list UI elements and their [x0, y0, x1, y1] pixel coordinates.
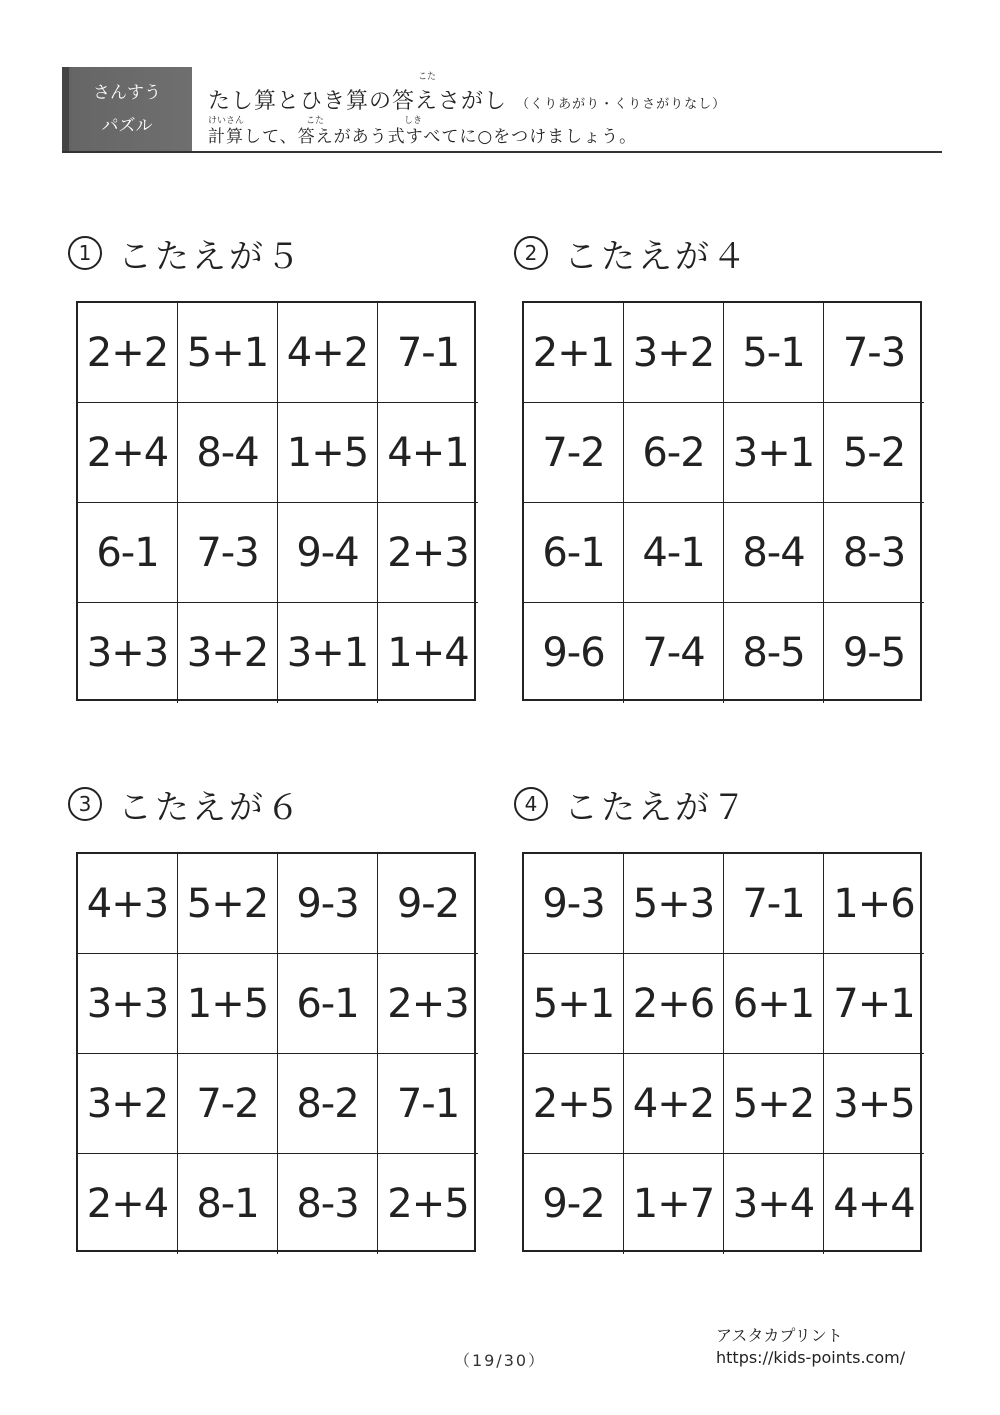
puzzle-3-grid: [76, 852, 476, 1252]
puzzle-cell[interactable]: 1+6: [824, 854, 924, 954]
puzzle-cell[interactable]: 8-2: [278, 1054, 378, 1154]
puzzle-cell[interactable]: 5+2: [178, 854, 278, 954]
puzzle-cell[interactable]: 2+3: [378, 954, 478, 1054]
puzzle-cell[interactable]: 8-3: [278, 1154, 378, 1254]
puzzle-3-label: こたえが６: [118, 787, 303, 828]
puzzle-4-label: こたえが７: [564, 787, 749, 828]
puzzle-1-grid: [76, 301, 476, 701]
puzzle-cell[interactable]: 4+3: [78, 854, 178, 954]
puzzle-cell[interactable]: 8-5: [724, 603, 824, 703]
puzzle-cell[interactable]: 5+3: [624, 854, 724, 954]
puzzle-cell[interactable]: 2+6: [624, 954, 724, 1054]
puzzle-cell[interactable]: 2+3: [378, 503, 478, 603]
badge-line-2: パズル: [101, 116, 153, 136]
site-url: https://kids-points.com/: [716, 1348, 906, 1367]
puzzle-cell[interactable]: 7-1: [378, 1054, 478, 1154]
puzzle-2-number: 2: [514, 236, 548, 270]
puzzle-cell[interactable]: 4+1: [378, 403, 478, 503]
category-badge: [62, 67, 192, 153]
title-ruby: こた: [418, 72, 437, 82]
page-number: （19/30）: [453, 1351, 547, 1370]
puzzle-cell[interactable]: 3+4: [724, 1154, 824, 1254]
puzzle-cell[interactable]: 6-1: [278, 954, 378, 1054]
puzzle-cell[interactable]: 2+1: [524, 303, 624, 403]
puzzle-cell[interactable]: 7-2: [178, 1054, 278, 1154]
puzzle-2-grid: [522, 301, 922, 701]
puzzle-cell[interactable]: 5-1: [724, 303, 824, 403]
puzzle-cell[interactable]: 3+2: [624, 303, 724, 403]
worksheet-subtitle: （くりあがり・くりさがりなし）: [516, 97, 727, 112]
footer-credit: [716, 1325, 905, 1369]
puzzle-1-number: 1: [68, 236, 102, 270]
puzzle-cell[interactable]: 2+5: [524, 1054, 624, 1154]
puzzle-3-title: [68, 782, 303, 826]
puzzle-cell[interactable]: 8-1: [178, 1154, 278, 1254]
badge-line-1: さんすう: [93, 83, 161, 103]
title-line: [208, 84, 726, 115]
puzzle-2-label: こたえが４: [564, 236, 749, 277]
puzzle-cell[interactable]: 9-3: [524, 854, 624, 954]
puzzle-cell[interactable]: 1+5: [178, 954, 278, 1054]
instruction-ruby-3: しき: [404, 116, 423, 126]
puzzle-cell[interactable]: 1+7: [624, 1154, 724, 1254]
header-divider: [62, 151, 942, 153]
puzzle-cell[interactable]: 3+2: [178, 603, 278, 703]
puzzle-cell[interactable]: 9-2: [524, 1154, 624, 1254]
puzzle-cell[interactable]: 4+4: [833, 1181, 915, 1227]
puzzle-cell[interactable]: 9-6: [524, 603, 624, 703]
puzzle-1-title: [68, 231, 303, 275]
puzzle-cell[interactable]: 5+1: [524, 954, 624, 1054]
puzzle-2-title: [514, 231, 749, 275]
site-name: アスタカプリント: [716, 1326, 843, 1345]
puzzle-cell[interactable]: 2+4: [78, 1154, 178, 1254]
puzzle-cell[interactable]: 6-1: [78, 503, 178, 603]
puzzle-cell[interactable]: 7-3: [824, 303, 924, 403]
puzzle-cell[interactable]: 4-1: [624, 503, 724, 603]
puzzle-cell[interactable]: 3+1: [724, 403, 824, 503]
puzzle-cell[interactable]: 5+1: [178, 303, 278, 403]
puzzle-cell[interactable]: 7-1: [724, 854, 824, 954]
puzzle-4-grid: [522, 852, 922, 1252]
puzzle-3-number: 3: [68, 787, 102, 821]
puzzle-1-label: こたえが５: [118, 236, 303, 277]
puzzle-4-title: [514, 782, 749, 826]
puzzle-cell[interactable]: 7-1: [378, 303, 478, 403]
puzzle-cell[interactable]: 9-2: [378, 854, 478, 954]
puzzle-cell[interactable]: 3+3: [78, 954, 178, 1054]
puzzle-cell[interactable]: 2+5: [387, 1181, 469, 1227]
puzzle-cell[interactable]: 8-3: [824, 503, 924, 603]
puzzle-cell[interactable]: 9-4: [278, 503, 378, 603]
puzzle-cell[interactable]: 7-4: [624, 603, 724, 703]
puzzle-cell[interactable]: 7+1: [824, 954, 924, 1054]
puzzle-cell[interactable]: 9-5: [842, 630, 906, 676]
puzzle-cell[interactable]: 8-4: [724, 503, 824, 603]
puzzle-cell[interactable]: 6-1: [524, 503, 624, 603]
puzzle-cell[interactable]: 3+3: [78, 603, 178, 703]
instruction-text: 計算して、答えがあう式すべてに○をつけましょう。: [208, 127, 638, 147]
puzzle-cell[interactable]: 9-3: [278, 854, 378, 954]
puzzle-cell[interactable]: 3+5: [824, 1054, 924, 1154]
instruction-ruby-2: こた: [306, 116, 325, 126]
puzzle-cell[interactable]: 3+1: [278, 603, 378, 703]
puzzle-cell[interactable]: 5+2: [724, 1054, 824, 1154]
puzzle-cell[interactable]: 6+1: [724, 954, 824, 1054]
puzzle-cell[interactable]: 2+2: [78, 303, 178, 403]
puzzle-cell[interactable]: 5-2: [824, 403, 924, 503]
puzzle-cell[interactable]: 4+2: [624, 1054, 724, 1154]
puzzle-cell[interactable]: 3+2: [78, 1054, 178, 1154]
badge-accent-bar: [62, 67, 69, 153]
worksheet-header: [62, 67, 942, 153]
puzzle-cell[interactable]: 7-3: [178, 503, 278, 603]
puzzle-cell[interactable]: 1+4: [387, 630, 469, 676]
puzzle-cell[interactable]: 1+5: [278, 403, 378, 503]
worksheet-title: たし算とひき算の答えさがし: [208, 89, 508, 114]
puzzle-cell[interactable]: 7-2: [524, 403, 624, 503]
puzzle-cell[interactable]: 6-2: [624, 403, 724, 503]
puzzle-cell[interactable]: 4+2: [278, 303, 378, 403]
puzzle-cell[interactable]: 2+4: [78, 403, 178, 503]
puzzle-4-number: 4: [514, 787, 548, 821]
puzzle-cell[interactable]: 8-4: [178, 403, 278, 503]
instruction-ruby-1: けいさん: [208, 116, 245, 126]
title-area: [208, 67, 938, 151]
